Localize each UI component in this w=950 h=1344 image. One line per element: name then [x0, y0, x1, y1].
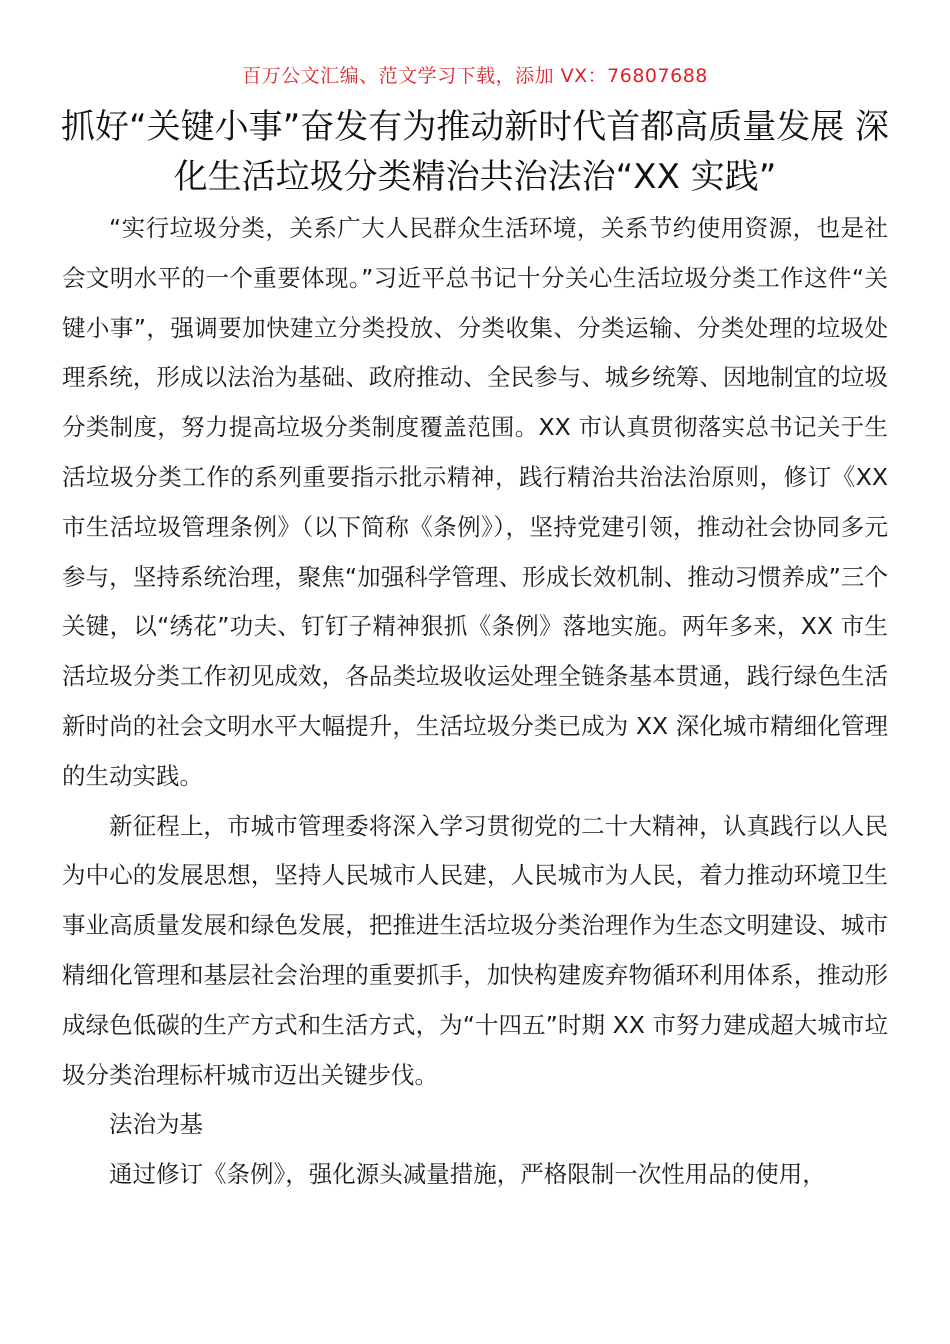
- section-heading: 法治为基: [109, 1110, 203, 1139]
- body-paragraph: “实行垃圾分类，关系广大人民群众生活环境，关系节约使用资源，也是社会文明水平的一个重要体现。”习近平总书记十分关心生活垃圾分类工作这件“关键小事”，强调要加快建立分类投放、分类收集、分类运输、分类处理的垃圾处理系统，形成以法治为基础、政府推动、全民参与、城乡统筹、因地制宜的垃圾分类制度，努力提高垃圾分类制度覆盖范围。XX 市认真贯彻落实总书记关于生活垃圾分类工作的系列重要指示批示精神，践行精治共治法治原则，修订《XX 市生活垃圾管理条例》（以下简称《条例》），坚持党建引领，推动社会协同多元参与，坚持系统治理，聚焦“加强科学管理、形成长效机制、推动习惯养成”三个关键，以“绣花”功夫、钉钉子精神狠抓《条例》落地实施。两年多来，XX 市生活垃圾分类工作初见成效，各品类垃圾收运处理全链条基本贯通，践行绿色生活新时尚的社会文明水平大幅提升，生活垃圾分类已成为 XX 深化城市精细化管理的生动实践。: [62, 214, 888, 790]
- body-paragraph: 通过修订《条例》，强化源头减量措施，严格限制一次性用品的使用，: [109, 1160, 826, 1189]
- document-title: 抓好“关键小事”奋发有为推动新时代首都高质量发展 深化生活垃圾分类精治共治法治“XX 实践”: [60, 107, 890, 197]
- header-note: 百万公文汇编、范文学习下载，添加 VX：76807688: [242, 65, 708, 87]
- body-paragraph: 新征程上，市城市管理委将深入学习贯彻党的二十大精神，认真践行以人民为中心的发展思想，坚持人民城市人民建，人民城市为人民，着力推动环境卫生事业高质量发展和绿色发展，把推进生活垃圾分类治理作为生态文明建设、城市精细化管理和基层社会治理的重要抓手，加快构建废弃物循环利用体系，推动形成绿色低碳的生产方式和生活方式，为“十四五”时期 XX 市努力建成超大城市垃圾分类治理标杆城市迈出关键步伐。: [62, 811, 888, 1089]
